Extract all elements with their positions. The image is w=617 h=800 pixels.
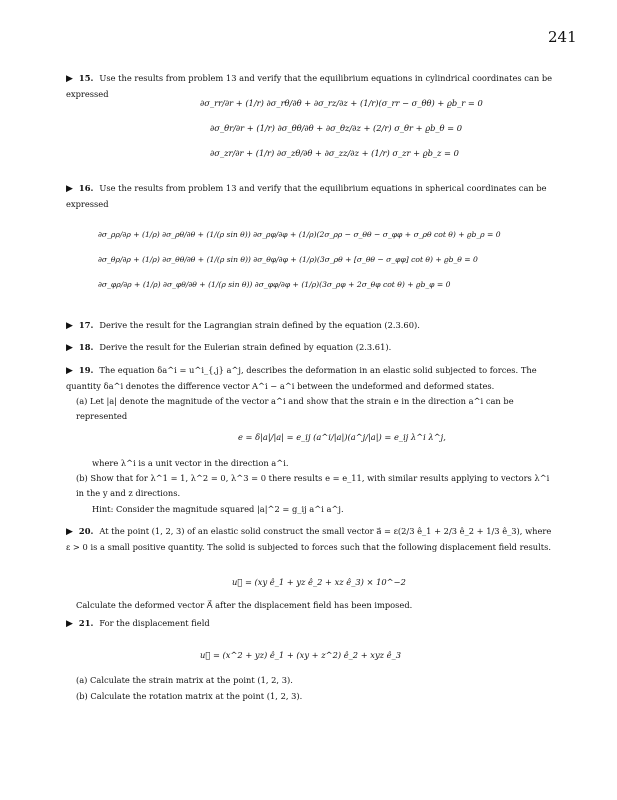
problem-19 [66, 363, 556, 394]
problem-19-part-a: (a) Let |a| denote the magnitude of the vector a^i and show that the strain e in the direction a^i can be represented [76, 396, 514, 421]
triangle-bullet-icon: ▶ [66, 619, 73, 629]
problem-number: 16. [78, 183, 94, 193]
problem-number: 21. [78, 618, 94, 628]
equation: ∂σ_φρ/∂ρ + (1/ρ) ∂σ_φθ/∂θ + (1/(ρ sin θ)) ∂σ_φφ/∂φ + (1/ρ)(3σ_ρφ + 2σ_θφ cot θ) + ϱb_φ = 0 [98, 280, 451, 289]
equation: ∂σ_θρ/∂ρ + (1/ρ) ∂σ_θθ/∂θ + (1/(ρ sin θ)) ∂σ_θφ/∂φ + (1/ρ)(3σ_ρθ + [σ_θθ − σ_φφ] cot θ) + ϱb_θ = 0 [98, 255, 478, 264]
problem-19-hint: Hint: Consider the magnitude squared |a|^2 = g_ij a^i a^j. [92, 504, 344, 514]
problem-21-part-a: (a) Calculate the strain matrix at the point (1, 2, 3). [76, 675, 293, 685]
equation: e = δ|a|/|a| = e_ij (a^i/|a|)(a^j/|a|) = e_ij λ^i λ^j, [238, 432, 446, 442]
equation: ∂σ_θr/∂r + (1/r) ∂σ_θθ/∂θ + ∂σ_θz/∂z + (2/r) σ_θr + ϱb_θ = 0 [210, 123, 463, 133]
problem-21-part-b: (b) Calculate the rotation matrix at the point (1, 2, 3). [76, 691, 303, 701]
problem-text: At the point (1, 2, 3) of an elastic solid construct the small vector a⃗ = ε(2/3 ê_1 + 2/3 ê_2 + 1/3 ê_3), where ε > 0 is a small positive quantity. The solid is subjected to forces such that the following displacement field results. [66, 526, 552, 552]
equation: u⃗ = (xy ê_1 + yz ê_2 + xz ê_3) × 10^−2 [232, 577, 406, 587]
problem-number: 15. [78, 73, 94, 83]
problem-text: For the displacement field [99, 618, 210, 628]
triangle-bullet-icon: ▶ [66, 343, 73, 353]
problem-text: Use the results from problem 13 and verify that the equilibrium equations in cylindrical coordinates can be expressed [66, 73, 553, 99]
triangle-bullet-icon: ▶ [66, 321, 73, 331]
problem-number: 18. [78, 342, 94, 352]
problem-21 [66, 616, 556, 632]
triangle-bullet-icon: ▶ [66, 527, 73, 537]
problem-18 [66, 340, 556, 356]
equation: ∂σ_ρρ/∂ρ + (1/ρ) ∂σ_ρθ/∂θ + (1/(ρ sin θ)) ∂σ_ρφ/∂φ + (1/ρ)(2σ_ρρ − σ_θθ − σ_φφ + σ_ρθ cot θ) + ϱb_ρ = 0 [98, 230, 501, 239]
problem-17 [66, 318, 556, 334]
equation: u⃗ = (x^2 + yz) ê_1 + (xy + z^2) ê_2 + xyz ê_3 [200, 650, 402, 660]
triangle-bullet-icon: ▶ [66, 184, 73, 194]
problem-text: Derive the result for the Lagrangian strain defined by the equation (2.3.60). [99, 320, 420, 330]
equation: ∂σ_rr/∂r + (1/r) ∂σ_rθ/∂θ + ∂σ_rz/∂z + (1/r)(σ_rr − σ_θθ) + ϱb_r = 0 [200, 98, 483, 108]
problem-19-where: where λ^i is a unit vector in the direction a^i. [92, 458, 289, 468]
problem-19-part-b: (b) Show that for λ^1 = 1, λ^2 = 0, λ^3 = 0 there results e = e_11, with similar results applying to vectors λ^i in the y and z directions. [76, 473, 550, 498]
equation: ∂σ_zr/∂r + (1/r) ∂σ_zθ/∂θ + ∂σ_zz/∂z + (1/r) σ_zr + ϱb_z = 0 [210, 148, 459, 158]
problem-text: Derive the result for the Eulerian strain defined by equation (2.3.61). [99, 342, 392, 352]
problem-text: Use the results from problem 13 and verify that the equilibrium equations in spherical coordinates can be expressed [66, 183, 547, 209]
problem-20 [66, 524, 556, 555]
triangle-bullet-icon: ▶ [66, 366, 73, 376]
problem-number: 20. [78, 526, 94, 536]
problem-number: 19. [78, 365, 94, 375]
problem-text: The equation δa^i = u^i_{,j} a^j, describes the deformation in an elastic solid subjected to forces. The quantity δa^i denotes the difference vector A^i − a^i between the undeformed and deformed states. [66, 365, 537, 391]
problem-number: 17. [78, 320, 94, 330]
triangle-bullet-icon: ▶ [66, 74, 73, 84]
problem-16 [66, 181, 556, 212]
page-number: 241 [548, 28, 577, 46]
problem-20-instruction: Calculate the deformed vector A⃗ after the displacement field has been imposed. [76, 600, 413, 610]
